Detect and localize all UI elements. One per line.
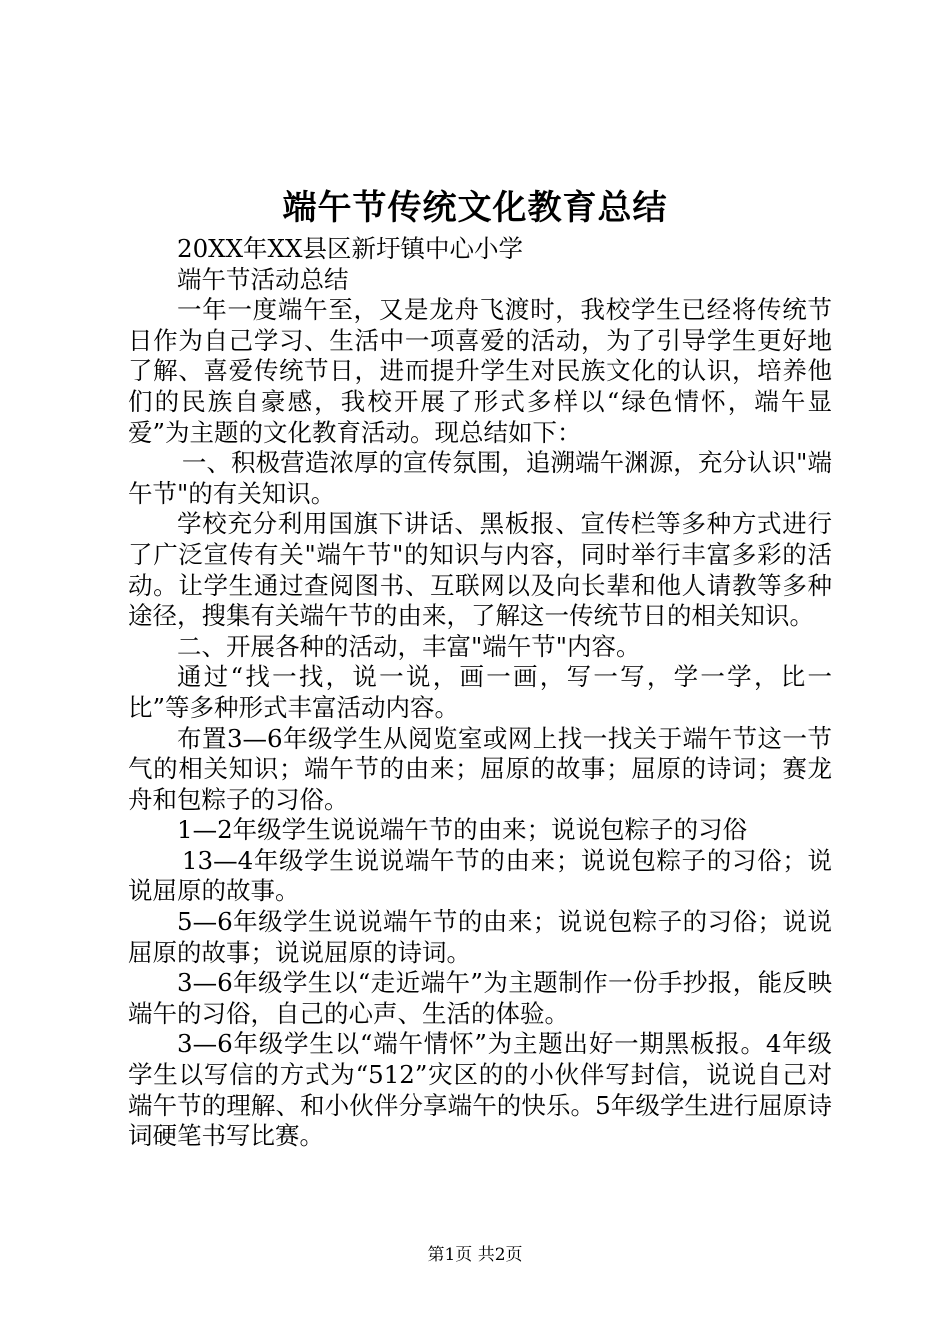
paragraph-activities: 通过“找一找，说一说，画一画，写一写，学一学，比一比”等多种形式丰富活动内容。 [128,662,832,722]
subtitle-line: 端午节活动总结 [177,264,349,294]
paragraph-blackboard: 3—6年级学生以“端午情怀”为主题出好一期黑板报。4年级学生以写信的方式为“512”灾区的的小伙伴写封信，说说自己对端午节的理解、和小伙伴分享端午的快乐。5年级学生进行屈原诗词硬笔书写比赛。 [128,1029,832,1151]
paragraph-grade-5-6: 5—6年级学生说说端午节的由来；说说包粽子的习俗；说说屈原的故事；说说屈原的诗词。 [128,907,832,967]
paragraph-grade-3-6-search: 布置3—6年级学生从阅览室或网上找一找关于端午节这一节气的相关知识；端午节的由来；屈原的故事；屈原的诗词；赛龙舟和包粽子的习俗。 [128,723,832,814]
page-footer: 第1页 共2页 [427,1245,523,1265]
school-line: 20XX年XX县区新圩镇中心小学 [177,234,523,263]
section-heading-1: 一、积极营造浓厚的宣传氛围，追溯端午渊源，充分认识"端午节"的有关知识。 [128,448,832,508]
paragraph-handwritten-newspaper: 3—6年级学生以“走近端午”为主题制作一份手抄报，能反映端午的习俗，自己的心声、生活的体验。 [128,968,832,1028]
document-title: 端午节传统文化教育总结 [282,188,668,228]
paragraph-grade-1-2: 1—2年级学生说说端午节的由来；说说包粽子的习俗 [177,815,748,845]
intro-paragraph: 一年一度端午至，又是龙舟飞渡时，我校学生已经将传统节日作为自己学习、生活中一项喜爱的活动，为了引导学生更好地了解、喜爱传统节日，进而提升学生对民族文化的认识，培养他们的民族自豪感，我校开展了形式多样以“绿色情怀，端午显爱”为主题的文化教育活动。现总结如下： [128,295,832,447]
paragraph-grade-3-4: 13—4年级学生说说端午节的由来；说说包粽子的习俗；说说屈原的故事。 [128,845,832,906]
paragraph-publicity: 学校充分利用国旗下讲话、黑板报、宣传栏等多种方式进行了广泛宣传有关"端午节"的知识与内容，同时举行丰富多彩的活动。让学生通过查阅图书、互联网以及向长辈和他人请教等多种途径，搜集有关端午节的由来，了解这一传统节日的相关知识。 [128,509,832,631]
section-heading-2: 二、开展各种的活动，丰富"端午节"内容。 [177,631,641,661]
document-body [128,234,832,1152]
